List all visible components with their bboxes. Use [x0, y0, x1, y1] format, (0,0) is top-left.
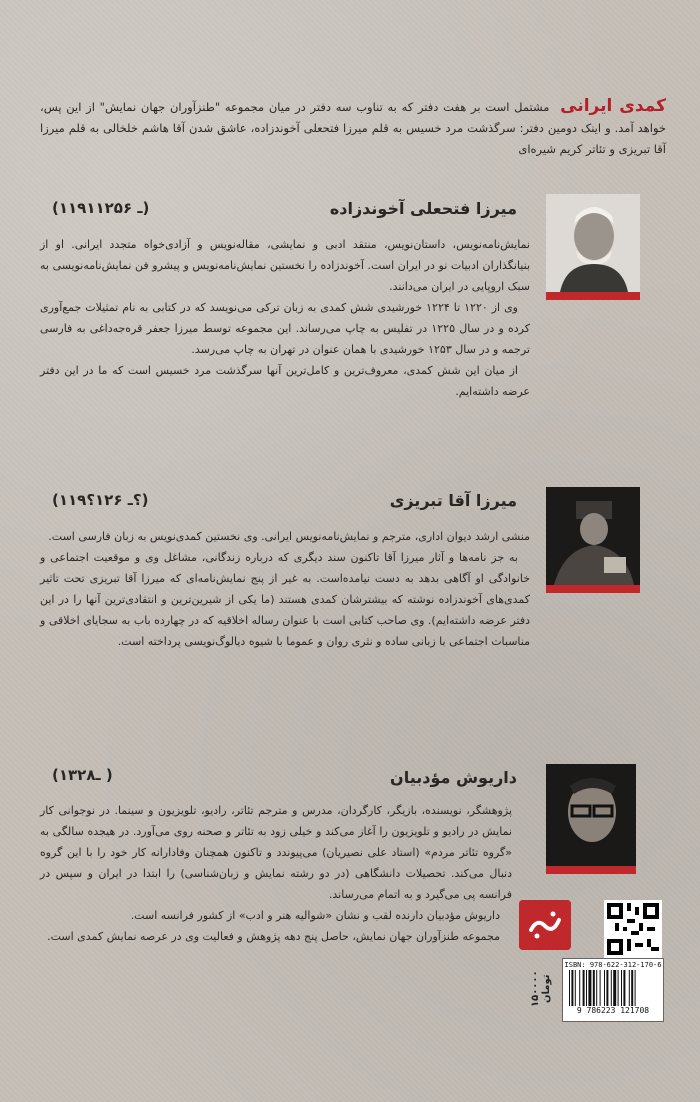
section3-body: [40, 800, 512, 947]
series-title: کمدی ایرانی: [560, 96, 666, 116]
qr-code: [604, 900, 662, 958]
barcode-number: 9 786223 121708: [576, 1006, 650, 1015]
isbn-barcode: [562, 958, 664, 1022]
section1-paragraph: وی از ۱۲۲۰ تا ۱۲۲۴ خورشیدی شش کمدی به زبان ترکی می‌نویسد که در کتابی به نام تمثیلات جمع‌آوری کرده و در سال ۱۲۲۵ در تفلیس به چاپ می‌رساند. این مجموعه توسط میرزا جعفر قره‌جه‌داغی به فارسی ترجمه و در سال ۱۲۵۳ خورشیدی با همان عنوان در تهران به چاپ می‌رسد.: [40, 301, 530, 356]
section2-body: [40, 526, 530, 652]
intro-text: مشتمل است بر هفت دفتر که به تناوب سه دفتر در میان مجموعه "طنزآوران جهان نمایش" از این پس، خواهد آمد. و اینک دومین دفتر: سرگذشت مرد خسیس به قلم میرزا فتحعلی آخوندزاده، عاشق شدن آقا هاشم خلخالی به قلم میرزا آقا تبریزی و تئاتر کریم شیره‌ای: [40, 100, 666, 156]
portrait-moaddabian: [546, 764, 636, 874]
section2-paragraph: منشی ارشد دیوان اداری، مترجم و نمایش‌نامه‌نویس ایرانی. وی نخستین کمدی‌نویس به زبان فارسی است.: [48, 530, 530, 543]
section1-body: [40, 234, 530, 402]
section1-paragraph: از میان این شش کمدی، معروف‌ترین و کامل‌ترین آنها سرگذشت مرد خسیس است که ما در این دفتر عرضه داشته‌ایم.: [40, 364, 530, 398]
section2-name: میرزا آقا تبریزی: [389, 491, 517, 510]
intro-paragraph: [40, 96, 666, 160]
section1-paragraph: نمایش‌نامه‌نویس، داستان‌نویس، منتقد ادبی و نمایشی، مقاله‌نویس و آزادی‌خواه متجدد ایرانی. او از بنیانگذاران ادبیات نو در ایران است. آخوندزاده را نخستین نمایش‌نامه‌نویس و پیشرو فن نمایش‌نامه‌نویسی به سبک اروپایی در ایران می‌دانند.: [40, 238, 530, 293]
section3-paragraph: داریوش مؤدبیان دارنده لقب و نشان «شوالیه هنر و ادب» از کشور فرانسه است.: [130, 909, 500, 922]
section3-dates: (۱۳۲۸ـ ): [52, 766, 113, 784]
price-label: ۱۵۰۰۰۰ تومان: [530, 970, 552, 1008]
portrait-akhundzadeh: [546, 194, 640, 300]
section2-dates: (۱۱۹؟ـ ۱۲۶؟): [52, 491, 149, 509]
isbn-text: ISBN: 978-622-312-170-6: [564, 961, 662, 969]
section3-name: داریوش مؤدبیان: [390, 768, 517, 787]
section2-paragraph: به جز نامه‌ها و آثار میرزا آقا تاکنون سند دیگری که درباره زندگانی، مشاغل وی و موقعیت اجتماعی و خانوادگی او آگاهی بدهد به دست نیامده‌است. به غیر از پنج نمایش‌نامه‌ای که میرزا آقا تبریزی تحت تاثیر کمدی‌های آخوندزاده نوشته که بیشترشان کمدی هستند (ما یکی از شیرین‌ترین و انتقادی‌ترین آنها را در این دفتر عرضه داشته‌ایم). وی صاحب کتابی است با عنوان رساله اخلاقیه که در چهارده باب به سجایای اخلاقی و مناسبات اجتماعی با زبانی ساده و نثری روان و عموما با شیوه دیالوگ‌نویسی پرداخته است.: [40, 551, 530, 648]
publisher-logo: [519, 900, 571, 950]
section1-name: میرزا فتحعلی آخوندزاده: [329, 199, 517, 218]
portrait-tabrizi: [546, 487, 640, 593]
section3-paragraph: پژوهشگر، نویسنده، بازیگر، کارگردان، مدرس و مترجم تئاتر، رادیو، تلویزیون و سینما. در نوجوانی کار نمایش در رادیو و تلویزیون را آغاز می‌کند و خیلی زود به تئاتر و صحنه روی می‌آورد. در هیجده سالگی به «گروه تئاتر مردم» (استاد علی نصیریان) می‌پیوندد و تاکنون همچنان وفادارانه کار خود را با این گروه دنبال می‌کند. تحصیلات دانشگاهی (در دو رشته نمایش و زبان‌شناسی) را ابتدا در ایران و سپس در فرانسه پی می‌گیرد و به اتمام می‌رساند.: [40, 804, 512, 901]
section1-dates: (۱۱۹۱ـ ۱۲۵۶): [52, 199, 150, 217]
barcode-bars: [567, 970, 659, 1006]
section3-paragraph: مجموعه طنزآوران جهان نمایش، حاصل پنج دهه پژوهش و فعالیت وی در عرصه نمایش کمدی است.: [47, 930, 500, 943]
